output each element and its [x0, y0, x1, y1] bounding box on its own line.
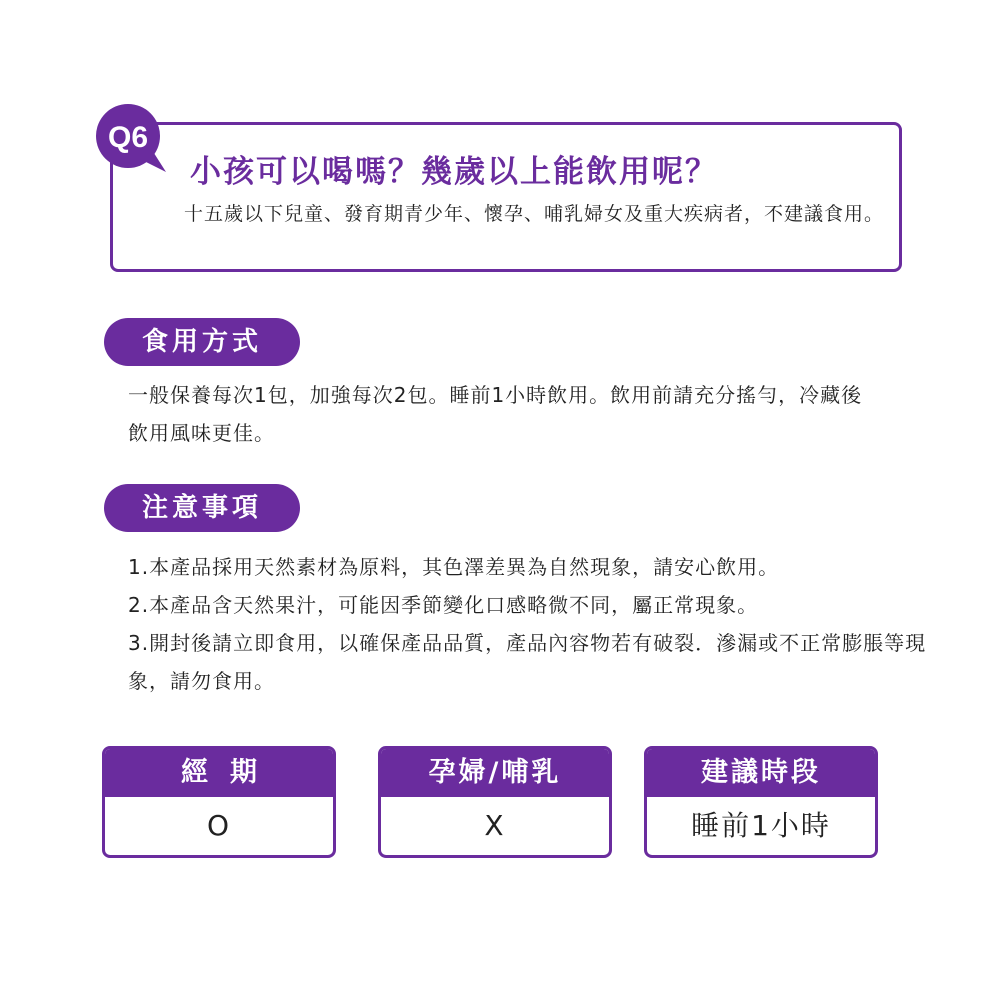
info-box-header: 孕婦/哺乳	[381, 749, 609, 797]
note-item: 2.本產品含天然果汁，可能因季節變化口感略微不同，屬正常現象。	[128, 593, 759, 617]
qa-card	[107, 121, 902, 272]
info-box-period	[102, 746, 336, 858]
info-box-header: 經期	[105, 749, 333, 797]
q-badge	[88, 100, 168, 180]
question-title: 小孩可以喝嗎？幾歲以上能飲用呢？	[190, 154, 718, 190]
info-box-timing	[644, 746, 878, 858]
question-answer: 十五歲以下兒童、發育期青少年、懷孕、哺乳婦女及重大疾病者，不建議食用。	[184, 203, 885, 225]
info-box-value: X	[484, 809, 506, 842]
notes-list	[128, 548, 928, 700]
q-badge-label: Q6	[107, 121, 149, 154]
info-box-value: O	[206, 809, 232, 842]
info-box-value: 睡前1小時	[691, 809, 831, 842]
notes-heading: 注意事項	[104, 484, 300, 532]
usage-heading: 食用方式	[104, 318, 300, 366]
info-box-pregnancy	[378, 746, 612, 858]
note-item: 3.開封後請立即食用，以確保產品品質，產品內容物若有破裂．滲漏或不正常膨脹等現象，請勿食用。	[128, 631, 927, 693]
speech-bubble-icon	[88, 100, 168, 180]
info-box-header: 建議時段	[647, 749, 875, 797]
usage-text: 一般保養每次1包，加強每次2包。睡前1小時飲用。飲用前請充分搖勻，冷藏後飲用風味更佳。	[128, 383, 863, 445]
note-item: 1.本產品採用天然素材為原料，其色澤差異為自然現象，請安心飲用。	[128, 555, 780, 579]
